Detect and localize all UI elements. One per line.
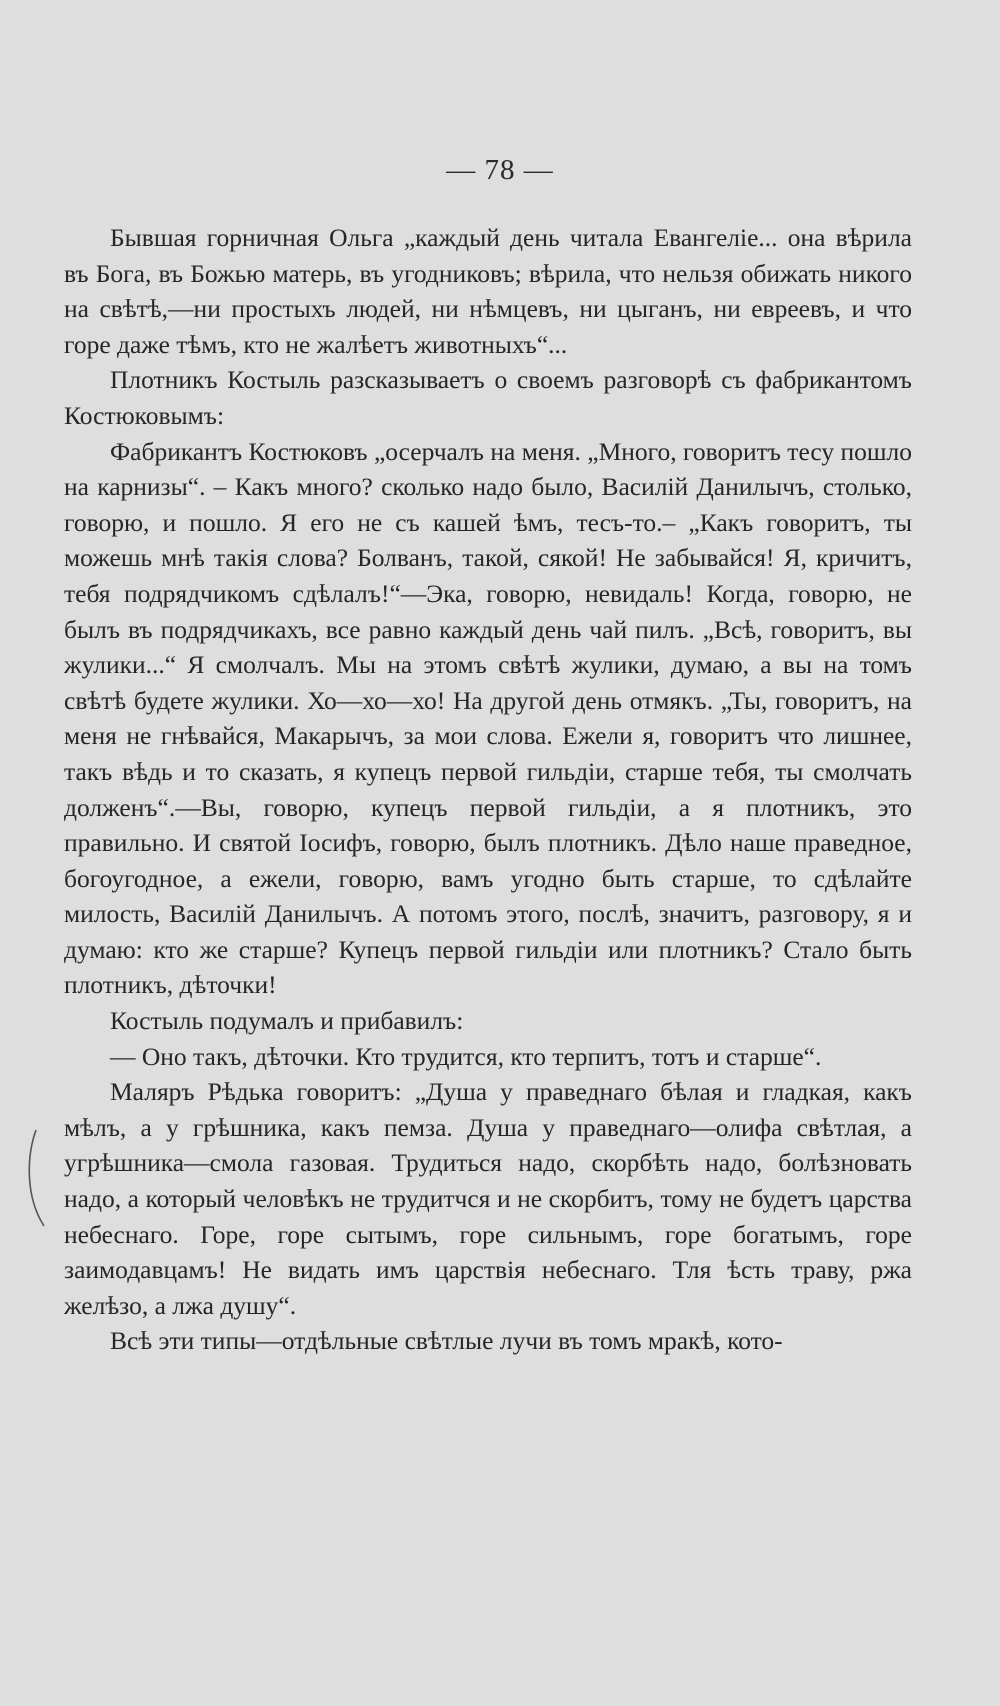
page-text [64, 220, 912, 1359]
paragraph: — Оно такъ, дѣточки. Кто трудится, кто терпитъ, тотъ и старше“. [110, 1041, 822, 1071]
paragraph: Бывшая горничная Ольга „каждый день читала Евангеліе... она вѣрила въ Бога, въ Божью матерь, въ угодниковъ; вѣрила, что нельзя обижать никого на свѣтѣ,—ни простыхъ людей, ни нѣмцевъ, ни цыганъ, ни евреевъ, и что горе даже тѣмъ, кто не жалѣетъ животныхъ“... [64, 223, 912, 359]
paragraph: Фабрикантъ Костюковъ „осерчалъ на меня. „Много, говоритъ тесу пошло на карнизы“. – Какъ много? сколько надо было, Василій Данилычъ, столько, говорю, и пошло. Я его не съ кашей ѣмъ, тесъ-то.– „Какъ говоритъ, ты можешь мнѣ такія слова? Болванъ, такой, сякой! Не забывайся! Я, кричитъ, тебя подрядчикомъ сдѣлалъ!“—Эка, говорю, невидаль! Когда, говорю, не былъ въ подрядчикахъ, все равно каждый день чай пилъ. „Всѣ, говоритъ, вы жулики...“ Я смолчалъ. Мы на этомъ свѣтѣ жулики, думаю, а вы на томъ свѣтѣ будете жулики. Хо—хо—хо! На другой день отмякъ. „Ты, говоритъ, на меня не гнѣвайся, Макарычъ, за мои слова. Ежели я, говоритъ что лишнее, такъ вѣдь и то сказать, я купецъ первой гильдіи, старше тебя, ты смолчать долженъ“.—Вы, говорю, купецъ первой гильдіи, а я плотникъ, это правильно. И святой Іосифъ, говорю, былъ плотникъ. Дѣло наше праведное, богоугодное, а ежели, говорю, вамъ угодно быть старше, то сдѣлайте милость, Василій Данилычъ. А потомъ этого, послѣ, значитъ, разговору, я и думаю: кто же старше? Купецъ первой гильдіи или плотникъ? Стало быть плотникъ, дѣточки! [64, 436, 913, 1000]
pencil-margin-mark [22, 1128, 52, 1228]
paragraph: Костыль подумалъ и прибавилъ: [110, 1006, 464, 1036]
paragraph: Маляръ Рѣдька говоритъ: „Душа у праведнаго бѣлая и гладкая, какъ мѣлъ, а у грѣшника, какъ пемза. Душа у праведнаго—олифа свѣтлая, а угрѣшника—смола газовая. Трудиться надо, скорбѣть надо, болѣзновать надо, а который человѣкъ не трудитчся и не скорбитъ, тому не будетъ царства небеснаго. Горе, горе сытымъ, горе сильнымъ, горе богатымъ, горе заимодавцамъ! Не видать имъ царствія небеснаго. Тля ѣсть траву, ржа желѣзо, а лжа душу“. [64, 1077, 912, 1320]
page-number: — 78 — [446, 154, 554, 186]
paragraph: Всѣ эти типы—отдѣльные свѣтлые лучи въ томъ мракѣ, кото- [110, 1326, 783, 1356]
paragraph: Плотникъ Костыль разсказываетъ о своемъ разговорѣ съ фабрикантомъ Костюковымъ: [64, 365, 912, 430]
